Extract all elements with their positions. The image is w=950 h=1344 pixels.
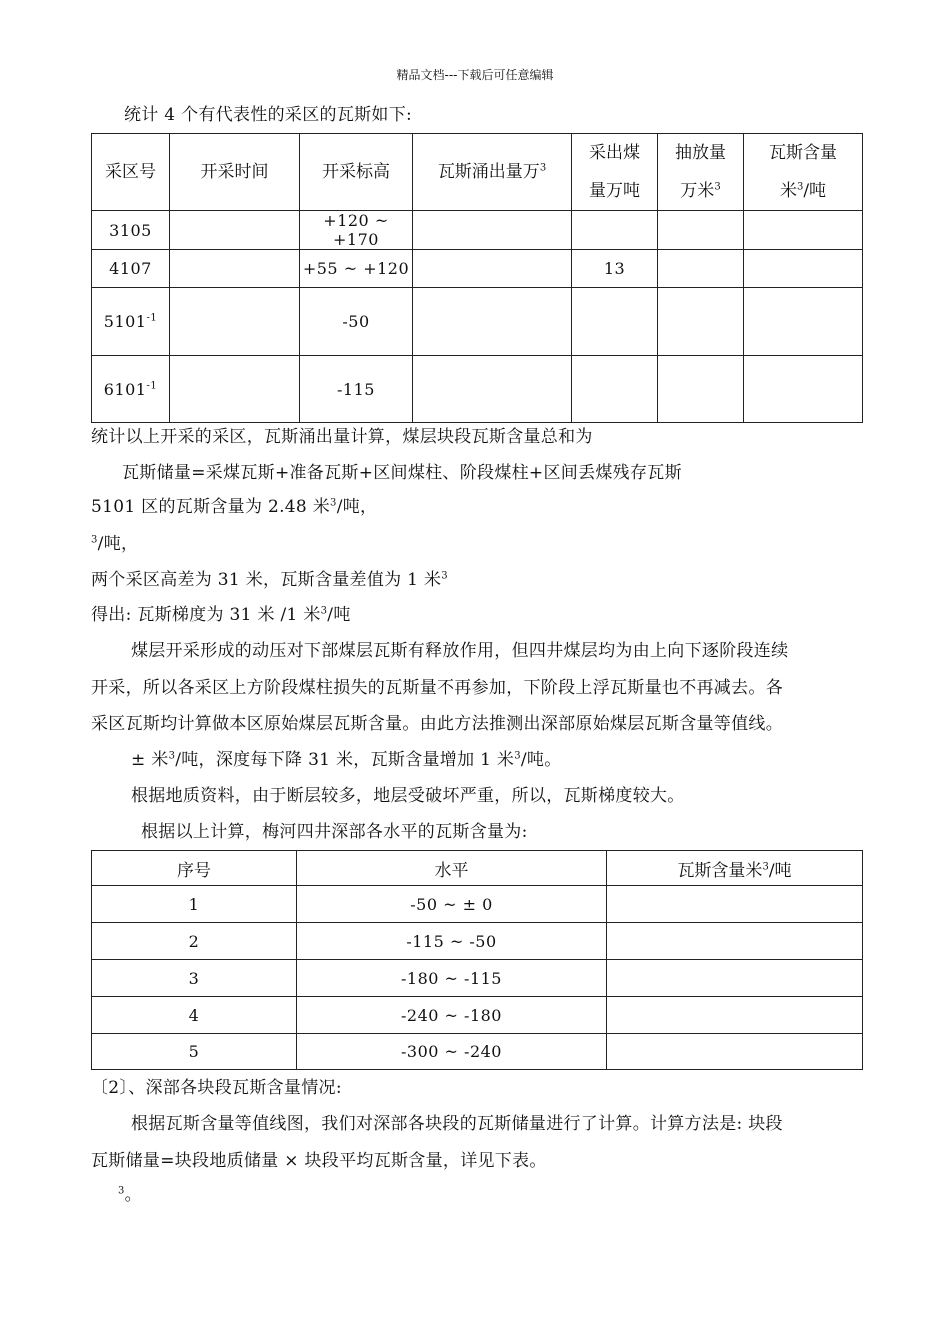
cell-content [744,250,863,288]
paragraph-6: 得出: 瓦斯梯度为 31 米 /1 米$^3$/吨 [91,605,351,625]
page-header: 精品文档---下载后可任意编辑 [396,68,554,82]
cell-time [170,211,300,250]
paragraph-7-line-2: 开采，所以各采区上方阶段煤柱损失的瓦斯量不再参加，下阶段上浮瓦斯量也不再减去。各 [91,678,783,698]
header-level: 水平 [297,851,607,886]
cell-area: $5101^{-1}$ [92,288,170,356]
table-row [92,997,863,1034]
cell-elevation: +120 ~ +170 [300,211,413,250]
table-row [92,356,863,423]
table-row [92,1034,863,1070]
cell-content [744,211,863,250]
paragraph-1: 统计以上开采的采区，瓦斯涌出量计算，煤层块段瓦斯含量总和为 [91,427,593,447]
cell-elevation: -115 [300,356,413,423]
cell-coal [572,211,658,250]
cell-level: -50 ~ ± 0 [297,886,607,923]
paragraph-10: 根据以上计算，梅河四井深部各水平的瓦斯含量为: [141,822,528,842]
cell-coal [572,356,658,423]
table-row [92,288,863,356]
cell-elevation: -50 [300,288,413,356]
header-gas-emission: 瓦斯涌出量万$^3$ [413,134,572,211]
cell-number: 2 [92,923,297,960]
paragraph-12-line-1: 根据瓦斯含量等值线图，我们对深部各块段的瓦斯储量进行了计算。计算方法是: 块段 [131,1114,783,1134]
cell-drain [658,356,744,423]
cell-area: 4107 [92,250,170,288]
cell-content [607,960,863,997]
cell-gas [413,356,572,423]
table-row [92,250,863,288]
cell-content [607,997,863,1034]
cell-number: 5 [92,1034,297,1070]
header-number: 序号 [92,851,297,886]
cell-level: -180 ~ -115 [297,960,607,997]
cell-number: 1 [92,886,297,923]
cell-level: -115 ~ -50 [297,923,607,960]
paragraph-4: $^3$/吨， [91,534,139,554]
cell-level: -240 ~ -180 [297,997,607,1034]
cell-drain [658,250,744,288]
table2-header-row [92,851,863,886]
table-row [92,923,863,960]
table1-header-row [92,134,863,211]
paragraph-3: 5101 区的瓦斯含量为 2.48 米$^3$/吨， [91,497,378,517]
gas-area-table [91,133,863,423]
cell-time [170,250,300,288]
cell-drain [658,211,744,250]
paragraph-5: 两个采区高差为 31 米，瓦斯含量差值为 1 米$^3$ [91,570,448,590]
header-time: 开采时间 [170,134,300,211]
cell-area: $6101^{-1}$ [92,356,170,423]
header-coal-output: 采出煤 量万吨 [572,134,658,211]
cell-coal [572,288,658,356]
cell-content [744,356,863,423]
cell-content [607,1034,863,1070]
table-row [92,211,863,250]
header-elevation: 开采标高 [300,134,413,211]
header-drainage: 抽放量 万米$^3$ [658,134,744,211]
cell-content [744,288,863,356]
cell-drain [658,288,744,356]
cell-time [170,356,300,423]
cell-gas [413,288,572,356]
cell-coal: 13 [572,250,658,288]
paragraph-13: $^3$。 [118,1185,142,1205]
cell-content [607,886,863,923]
cell-time [170,288,300,356]
section-heading: 〔2〕、深部各块段瓦斯含量情况: [91,1078,342,1098]
table-row [92,886,863,923]
intro-text: 统计 4 个有代表性的采区的瓦斯如下: [124,105,413,125]
header-area: 采区号 [92,134,170,211]
cell-content [607,923,863,960]
level-gas-table [91,850,863,1070]
header-gas-content: 瓦斯含量米$^3$/吨 [607,851,863,886]
cell-gas [413,250,572,288]
paragraph-8: ± 米$^3$/吨，深度每下降 31 米，瓦斯含量增加 1 米$^3$/吨。 [131,750,562,770]
cell-elevation: +55 ~ +120 [300,250,413,288]
paragraph-12-line-2: 瓦斯储量=块段地质储量 × 块段平均瓦斯含量，详见下表。 [91,1151,547,1171]
cell-level: -300 ~ -240 [297,1034,607,1070]
paragraph-9: 根据地质资料，由于断层较多，地层受破坏严重，所以，瓦斯梯度较大。 [131,786,685,806]
cell-gas [413,211,572,250]
cell-area: 3105 [92,211,170,250]
paragraph-2: 瓦斯储量=采煤瓦斯+准备瓦斯+区间煤柱、阶段煤柱+区间丢煤残存瓦斯 [122,463,682,483]
header-gas-content: 瓦斯含量 米$^3$/吨 [744,134,863,211]
table-row [92,960,863,997]
paragraph-7-line-3: 采区瓦斯均计算做本区原始煤层瓦斯含量。由此方法推测出深部原始煤层瓦斯含量等值线。 [91,714,783,734]
cell-number: 4 [92,997,297,1034]
paragraph-7-line-1: 煤层开采形成的动压对下部煤层瓦斯有释放作用，但四井煤层均为由上向下逐阶段连续 [131,641,789,661]
cell-number: 3 [92,960,297,997]
